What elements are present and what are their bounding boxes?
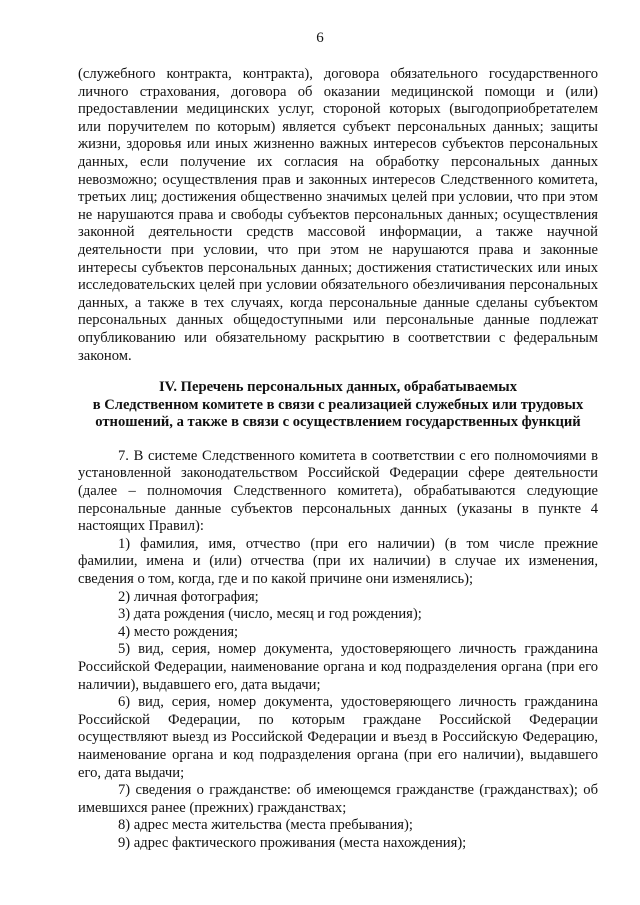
list-item: 5) вид, серия, номер документа, удостоверяющего личность гражданина Российской Федерации, наименование органа и код подразделения органа (при его наличии), выдавшего его, дата выдачи; — [78, 641, 598, 693]
list-item: 8) адрес места жительства (места пребывания); — [118, 817, 413, 834]
section-heading-line-3: отношений, а также в связи с осуществлением государственных функций — [95, 414, 581, 431]
list-item: 6) вид, серия, номер документа, удостоверяющего личность гражданина Российской Федерации, по которым граждане Российской Федерации осуществляют выезд из Российской Федерации и въезд в Российскую Федерацию, наименование органа и код подразделения органа (при его наличии), выдавшего его, дата выдачи; — [78, 694, 598, 781]
list-item: 4) место рождения; — [118, 623, 239, 640]
personal-data-list — [78, 536, 598, 853]
list-item: 3) дата рождения (число, месяц и год рождения); — [118, 606, 422, 623]
list-item: 1) фамилия, имя, отчество (при его наличии) (в том числе прежние фамилии, имена и (или) отчества (при их наличии) в случае их изменения, сведения о том, когда, где и по какой причине они изменялись); — [78, 535, 598, 588]
document-body — [78, 66, 598, 853]
section-heading-line-1: IV. Перечень персональных данных, обрабатываемых — [159, 379, 517, 396]
intro-paragraph: (служебного контракта, контракта), договора обязательного государственного личного страхования, договора об оказании медицинской помощи и (или) предоставлении медицинских услуг, стороной которых (выгодоприобретателем или поручителем по которым) является субъект персональных данных; защиты жизни, здоровья или иных жизненно важных интересов субъектов персональных данных, если получение их согласия на обработку персональных данных невозможно; осуществления прав и законных интересов Следственного комитета, третьих лиц; достижения общественно значимых целей при условии, что при этом не нарушаются права и свободы субъектов персональных данных; осуществления законной деятельности средств массовой информации, а также научной деятельности при условии, что при этом не нарушаются права и законные интересы субъектов персональных данных; достижения статистических или иных исследовательских целей при условии обязательного обезличивания персональных данных, а также в тех случаях, когда персональные данные сделаны субъектом персональных данных общедоступными или персональные данные подлежат опубликованию или обязательному раскрытию в соответствии с федеральным законом. — [78, 66, 598, 364]
list-item: 9) адрес фактического проживания (места нахождения); — [118, 834, 467, 851]
page-number: 6 — [316, 30, 324, 46]
paragraph-7: 7. В системе Следственного комитета в соответствии с его полномочиями в установленной законодательством Российской Федерации сфере деятельности (далее – полномочия Следственного комитета), обрабатываются следующие персональные данные субъектов персональных данных (указаны в пункте 4 настоящих Правил): — [78, 447, 598, 535]
list-item: 7) сведения о гражданстве: об имеющемся гражданстве (гражданствах); об имевшихся ранее (прежних) гражданствах; — [78, 782, 598, 816]
list-item: 2) личная фотография; — [118, 588, 259, 605]
section-heading-line-2: в Следственном комитете в связи с реализацией служебных или трудовых — [92, 396, 584, 413]
section-heading — [78, 379, 598, 432]
